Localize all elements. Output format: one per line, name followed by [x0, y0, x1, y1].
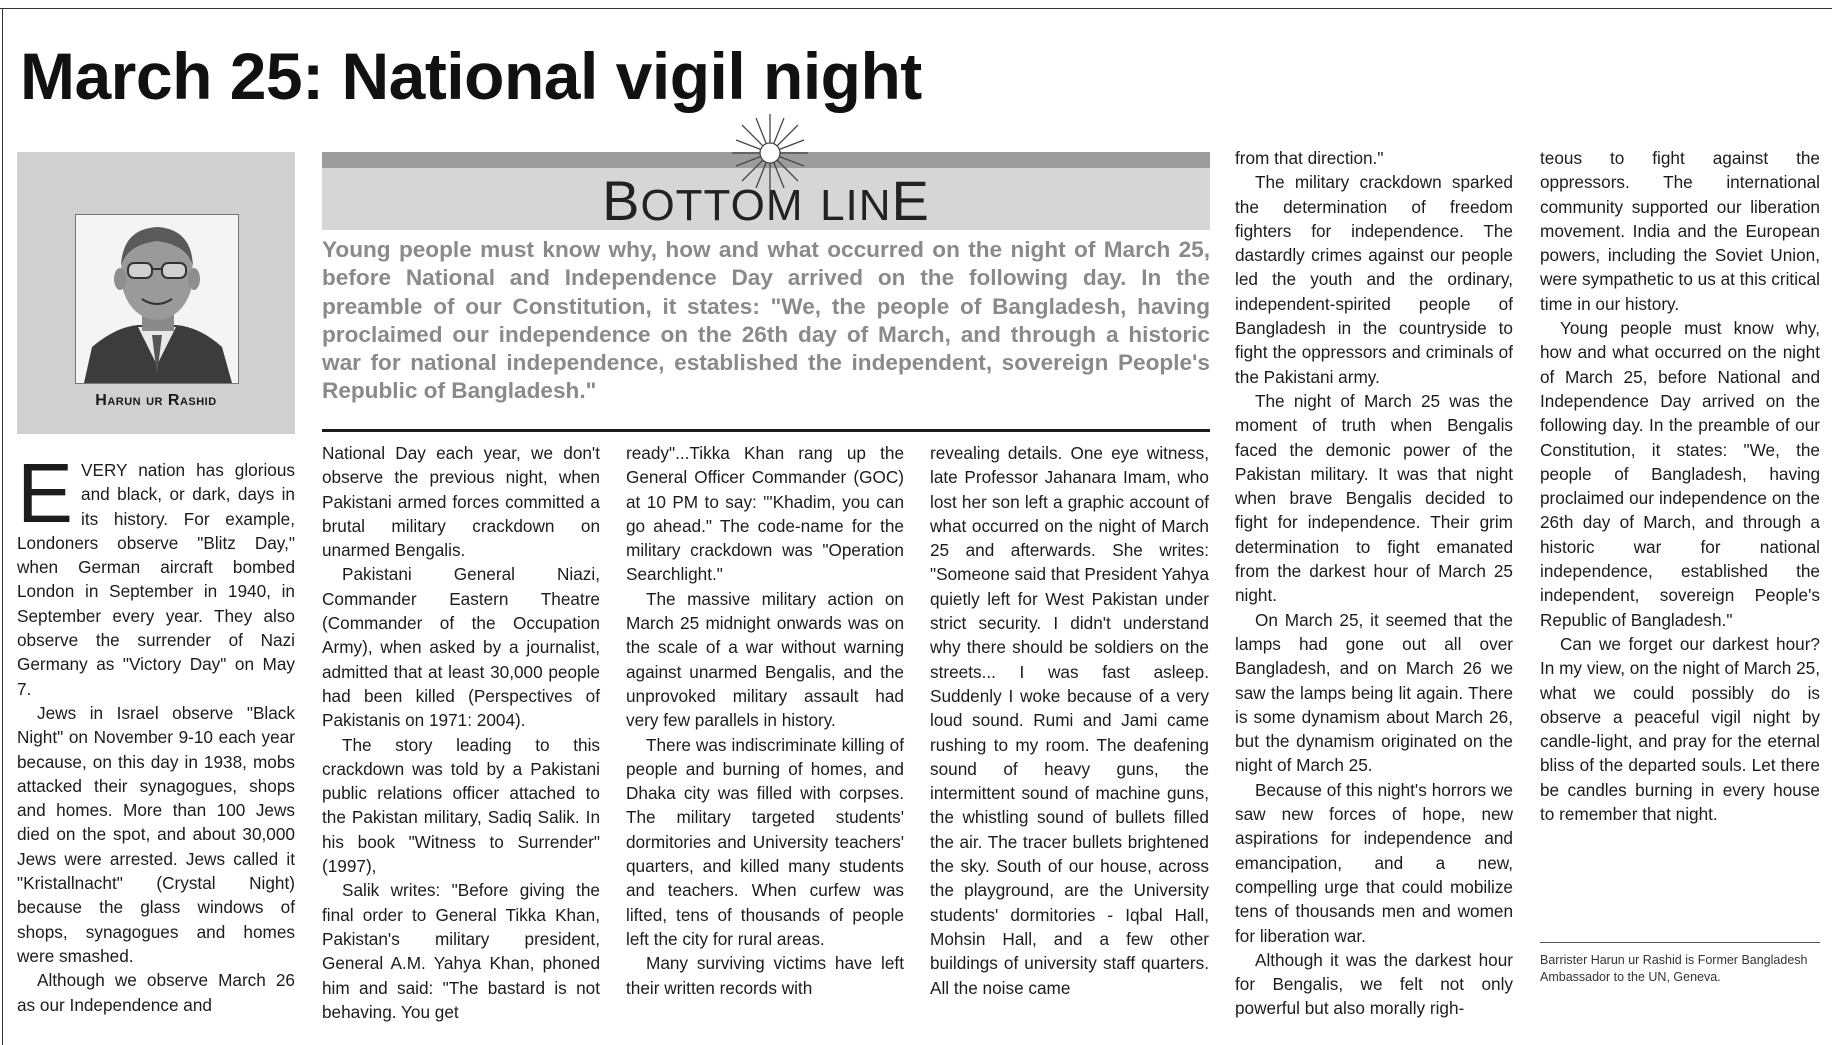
top-rule	[0, 8, 1832, 9]
col2-paragraph-1: National Day each year, we don't observe the previous night, when Pakistani armed forces committed a brutal military crackdown on unarmed Bengalis.	[322, 443, 600, 561]
article-column-4	[930, 441, 1209, 1000]
col5-paragraph-1: from that direction."	[1235, 148, 1384, 168]
col3-paragraph-1: ready"...Tikka Khan rang up the General Officer Commander (GOC) at 10 PM to say: "'Khadim, you can go ahead." The code-name for the military crackdown was "Operation Searchlight."	[626, 443, 904, 585]
col3-paragraph-3: There was indiscriminate killing of people and burning of homes, and Dhaka city was filled with corpses. The military targeted students' dormitories and University teachers' quarters, and killed many students and teachers. When curfew was lifted, tens of thousands of people left the city for rural areas.	[626, 734, 904, 949]
article-column-5	[1235, 146, 1513, 1021]
title-ottom: OTTOM	[640, 181, 804, 230]
star-icon	[720, 112, 820, 202]
title-letter-e: E	[891, 169, 930, 232]
col3-paragraph-4: Many surviving victims have left their written records with	[626, 953, 904, 998]
bottom-line-rule	[322, 429, 1210, 432]
bottom-line-summary: Young people must know why, how and what occurred on the night of March 25, before National and Independence Day arrived on the following day. In the preamble of our Constitution, it states: "We, the people of Bangladesh, having proclaimed our independence on the 26th day of March, and through a historic war for national independence, established the independent, sovereign People's Republic of Bangladesh."	[322, 237, 1210, 404]
col5-paragraph-6: Although it was the darkest hour for Bengalis, we felt not only powerful but also morally righ-	[1235, 949, 1513, 1019]
author-box	[17, 152, 295, 434]
col4-paragraph-1: revealing details. One eye witness, late Professor Jahanara Imam, who lost her son left a graphic account of what occurred on the night of March 25 and afterwards. She writes: "Someone said that President Yahya quietly left for West Pakistan under strict security. I didn't understand why there should be soldiers on the streets... I was fast asleep. Suddenly I woke because of a very loud sound. Rumi and Jami came rushing to my room. The deafening sound of heavy guns, the intermittent sound of machine guns, the whistling sound of bullets filled the air. The tracer bullets brightened the sky. South of our house, across the playground, are the University students' dormitories - Iqbal Hall, Mohsin Hall, and a few other buildings of university staff quarters. All the noise came	[930, 443, 1209, 998]
author-footnote: Barrister Harun ur Rashid is Former Bangladesh Ambassador to the UN, Geneva.	[1540, 953, 1808, 984]
article-column-6	[1540, 146, 1820, 826]
article-column-3	[626, 441, 904, 1000]
author-portrait	[75, 214, 239, 384]
footnote-rule	[1540, 942, 1820, 943]
article-column-2	[322, 441, 600, 1024]
col1-paragraph-2: Jews in Israel observe "Black Night" on November 9-10 each year because, on this day in 1938, mobs attacked their synagogues, shops and homes. More than 100 Jews died on the spot, and about 30,000 Jews were arrested. Jews called it "Kristallnacht" (Crystal Night) because the glass windows of shops, synagogues and homes were smashed.	[17, 702, 295, 966]
col6-paragraph-1: teous to fight against the oppressors. The international community supported our liberation movement. India and the European powers, including the Soviet Union, were sympathetic to us at this critical time in our history.	[1540, 148, 1820, 314]
col2-paragraph-4: Salik writes: "Before giving the final order to General Tikka Khan, Pakistan's military president, General A.M. Yahya Khan, phoned him and said: "The bastard is not behaving. You get	[322, 880, 600, 1022]
col6-paragraph-3: Can we forget our darkest hour? In my view, on the night of March 25, what we could possibly do is observe a peaceful vigil night by candle-light, and pray for the eternal bliss of the departed souls. Let there be candles burning in every house to remember that night.	[1540, 633, 1820, 825]
col6-paragraph-2: Young people must know why, how and what occurred on the night of March 25, before National and Independence Day arrived on the following day. In the preamble of our Constitution, it states: "We, the people of Bangladesh, having proclaimed our independence on the 26th day of March, and through a historic war for national independence, established the independent, sovereign People's Republic of Bangladesh."	[1540, 318, 1820, 630]
col5-paragraph-5: Because of this night's horrors we saw new forces of hope, new aspirations for independence and emancipation, and a new, compelling urge that could mobilize tens of thousands men and women for liberation war.	[1235, 779, 1513, 946]
left-rule	[2, 8, 3, 1045]
title-letter-b: B	[602, 169, 641, 232]
author-name: Harun ur Rashid	[95, 392, 217, 409]
col2-paragraph-2: Pakistani General Niazi, Commander Eastern Theatre (Commander of the Occupation Army), when asked by a journalist, admitted that at least 30,000 people had been killed (Perspectives of Pakistanis on 1971: 2004).	[322, 564, 600, 731]
col5-paragraph-2: The military crackdown sparked the determination of freedom fighters for independence. The dastardly crimes against our people led the youth and the ordinary, independent-spirited people of Bangladesh in the countryside to fight the oppressors and criminals of the Pakistani army.	[1235, 172, 1513, 387]
title-lin: LIN	[820, 181, 892, 230]
col5-paragraph-4: On March 25, it seemed that the lamps had gone out all over Bangladesh, and on March 26 we saw the lamps being lit again. There is some dynamism about March 26, but the dynamism originated on the night of March 25.	[1235, 609, 1513, 776]
article-column-1	[17, 446, 295, 1017]
col5-paragraph-3: The night of March 25 was the moment of truth when Bengalis faced the demonic power of the Pakistan military. It was that night when brave Bengalis decided to fight for independence. Their grim determination to fight emanated from the darkest hour of March 25 night.	[1235, 390, 1513, 606]
col3-paragraph-2: The massive military action on March 25 midnight onwards was on the scale of a war without warning against unarmed Bengalis, and the unprovoked military assault had very few parallels in history.	[626, 588, 904, 731]
drop-cap: E	[17, 446, 74, 540]
col1-paragraph-3: Although we observe March 26 as our Independence and	[17, 970, 295, 1015]
headline: March 25: National vigil night	[20, 39, 922, 113]
col2-paragraph-3: The story leading to this crackdown was told by a Pakistani public relations officer attached to the Pakistan military, Sadiq Salik. In his book "Witness to Surrender" (1997),	[322, 734, 600, 877]
portrait-illustration	[76, 215, 238, 383]
col1-paragraph-1: VERY nation has glorious and black, or dark, days in its history. For example, Londoners observe "Blitz Day," when German aircraft bombed London in September in 1940, in September every year. They also observe the surrender of Nazi Germany as "Victory Day" on May 7.	[17, 460, 295, 699]
